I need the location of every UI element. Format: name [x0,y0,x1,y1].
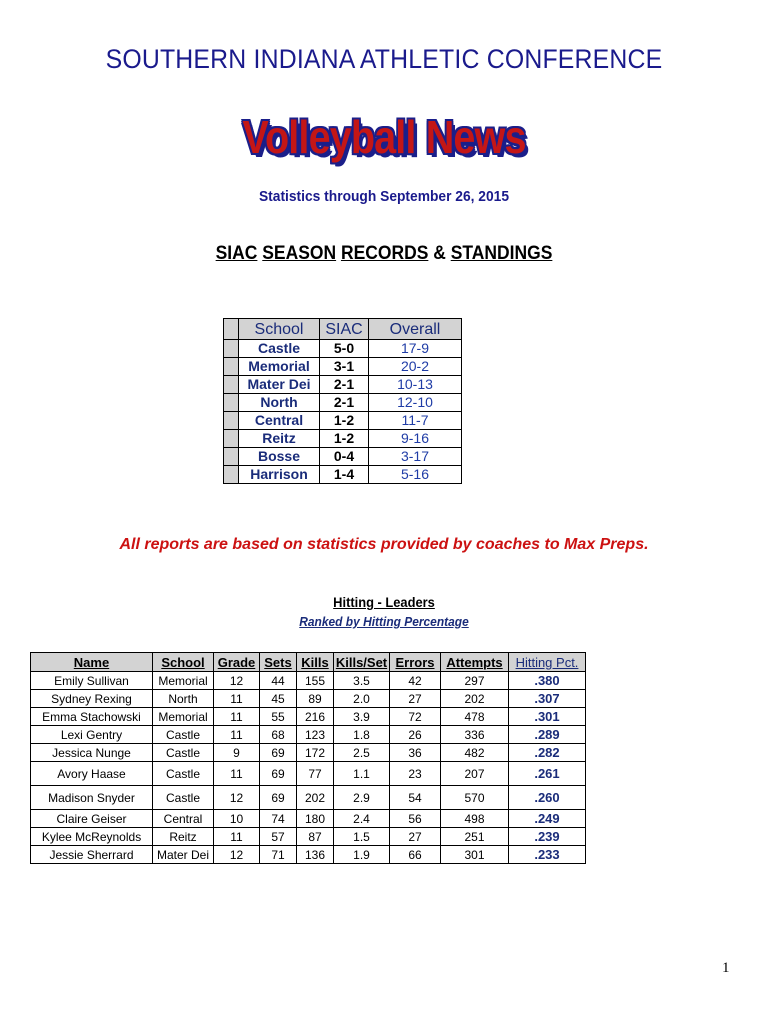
hitting-cell-hitting-pct: .239 [509,828,586,846]
hitting-cell-kills-per-set: 1.8 [334,726,390,744]
hitting-cell-name: Jessie Sherrard [31,846,153,864]
hitting-cell-hitting-pct: .289 [509,726,586,744]
hitting-cell-attempts: 251 [441,828,509,846]
hitting-cell-name: Claire Geiser [31,810,153,828]
standings-cell-siac: 2-1 [320,394,369,412]
standings-col-overall: Overall [369,319,462,340]
standings-cell-siac: 1-4 [320,466,369,484]
standings-cell-siac: 2-1 [320,376,369,394]
standings-stub-cell [224,394,239,412]
hitting-cell-name: Emma Stachowski [31,708,153,726]
hitting-cell-sets: 74 [260,810,297,828]
hitting-cell-school: Castle [153,726,214,744]
hitting-cell-hitting-pct: .260 [509,786,586,810]
hitting-col-errors: Errors [390,653,441,672]
standings-cell-school: Memorial [239,358,320,376]
hitting-cell-grade: 11 [214,708,260,726]
hitting-cell-grade: 12 [214,786,260,810]
hitting-cell-name: Jessica Nunge [31,744,153,762]
standings-row [224,358,462,376]
standings-stub-cell [224,412,239,430]
hitting-cell-school: Reitz [153,828,214,846]
table-row [31,762,586,786]
hitting-cell-errors: 72 [390,708,441,726]
standings-cell-siac: 0-4 [320,448,369,466]
standings-stub-cell [224,376,239,394]
hitting-cell-kills-per-set: 2.4 [334,810,390,828]
hitting-cell-grade: 12 [214,846,260,864]
hitting-col-attempts: Attempts [441,653,509,672]
table-row [31,828,586,846]
hitting-cell-attempts: 570 [441,786,509,810]
standings-cell-overall: 5-16 [369,466,462,484]
hitting-cell-kills: 216 [297,708,334,726]
standings-stub-cell [224,466,239,484]
standings-stub-cell [224,430,239,448]
hitting-cell-errors: 54 [390,786,441,810]
standings-cell-overall: 10-13 [369,376,462,394]
standings-row [224,448,462,466]
hitting-cell-kills: 155 [297,672,334,690]
data-source-disclaimer: All reports are based on statistics provided by coaches to Max Preps. [119,536,649,553]
heading-word-records: RECORDS [340,243,429,264]
standings-cell-overall: 3-17 [369,448,462,466]
hitting-col-name: Name [31,653,153,672]
hitting-cell-school: Memorial [153,672,214,690]
hitting-header-row [31,653,586,672]
standings-row [224,430,462,448]
table-row [31,744,586,762]
hitting-cell-school: Central [153,810,214,828]
table-row [31,846,586,864]
hitting-col-school: School [153,653,214,672]
standings-table [223,318,462,484]
hitting-cell-kills-per-set: 3.9 [334,708,390,726]
standings-cell-school: North [239,394,320,412]
hitting-cell-attempts: 482 [441,744,509,762]
standings-cell-overall: 9-16 [369,430,462,448]
hitting-cell-name: Emily Sullivan [31,672,153,690]
standings-cell-school: Bosse [239,448,320,466]
hitting-cell-errors: 42 [390,672,441,690]
standings-header-row [224,319,462,340]
hitting-cell-grade: 12 [214,672,260,690]
standings-cell-siac: 3-1 [320,358,369,376]
hitting-cell-attempts: 336 [441,726,509,744]
hitting-col-hitting-pct: Hitting Pct. [509,653,586,672]
hitting-cell-kills: 202 [297,786,334,810]
hitting-cell-attempts: 478 [441,708,509,726]
hitting-cell-grade: 11 [214,726,260,744]
hitting-cell-kills-per-set: 1.1 [334,762,390,786]
hitting-cell-grade: 11 [214,828,260,846]
hitting-cell-kills-per-set: 2.5 [334,744,390,762]
heading-ampersand: & [433,243,446,264]
hitting-col-grade: Grade [214,653,260,672]
hitting-cell-sets: 45 [260,690,297,708]
hitting-cell-grade: 11 [214,690,260,708]
hitting-cell-name: Lexi Gentry [31,726,153,744]
standings-stub-cell [224,319,239,340]
hitting-cell-kills: 123 [297,726,334,744]
hitting-cell-errors: 27 [390,828,441,846]
hitting-col-sets: Sets [260,653,297,672]
table-row [31,786,586,810]
hitting-cell-hitting-pct: .249 [509,810,586,828]
standings-cell-siac: 5-0 [320,340,369,358]
hitting-cell-errors: 23 [390,762,441,786]
hitting-cell-kills-per-set: 2.9 [334,786,390,810]
hitting-cell-errors: 36 [390,744,441,762]
hitting-cell-errors: 26 [390,726,441,744]
hitting-body [31,672,586,864]
standings-body [224,340,462,484]
table-row [31,726,586,744]
hitting-cell-sets: 69 [260,762,297,786]
hitting-cell-attempts: 207 [441,762,509,786]
hitting-cell-errors: 66 [390,846,441,864]
hitting-cell-kills: 136 [297,846,334,864]
hitting-cell-sets: 44 [260,672,297,690]
standings-row [224,376,462,394]
hitting-cell-sets: 69 [260,744,297,762]
standings-cell-siac: 1-2 [320,412,369,430]
hitting-col-kills-per-set: Kills/Set [334,653,390,672]
standings-cell-school: Reitz [239,430,320,448]
hitting-cell-sets: 57 [260,828,297,846]
standings-cell-siac: 1-2 [320,430,369,448]
hitting-cell-kills: 87 [297,828,334,846]
hitting-cell-kills: 89 [297,690,334,708]
hitting-cell-school: Castle [153,786,214,810]
heading-word-siac: SIAC [215,243,258,264]
hitting-cell-hitting-pct: .307 [509,690,586,708]
standings-cell-school: Central [239,412,320,430]
standings-stub-cell [224,340,239,358]
hitting-cell-hitting-pct: .282 [509,744,586,762]
stats-date-line: Statistics through September 26, 2015 [258,188,510,205]
hitting-cell-name: Kylee McReynolds [31,828,153,846]
hitting-cell-sets: 68 [260,726,297,744]
hitting-col-kills: Kills [297,653,334,672]
newsletter-title: Volleyball News [242,111,526,163]
standings-cell-overall: 12-10 [369,394,462,412]
standings-row [224,466,462,484]
hitting-cell-errors: 56 [390,810,441,828]
hitting-cell-attempts: 301 [441,846,509,864]
hitting-cell-sets: 55 [260,708,297,726]
standings-heading [31,243,738,265]
standings-stub-cell [224,358,239,376]
standings-cell-overall: 11-7 [369,412,462,430]
hitting-cell-kills-per-set: 1.5 [334,828,390,846]
hitting-cell-attempts: 202 [441,690,509,708]
hitting-leaders-title: Hitting - Leaders [333,594,435,610]
standings-stub-cell [224,448,239,466]
hitting-cell-kills: 180 [297,810,334,828]
conference-title: SOUTHERN INDIANA ATHLETIC CONFERENCE [105,44,663,74]
standings-cell-school: Harrison [239,466,320,484]
standings-col-school: School [239,319,320,340]
hitting-cell-school: Castle [153,744,214,762]
hitting-leaders-subtitle: Ranked by Hitting Percentage [299,614,469,629]
standings-row [224,412,462,430]
hitting-cell-attempts: 498 [441,810,509,828]
hitting-cell-kills-per-set: 2.0 [334,690,390,708]
hitting-leaders-table [30,652,586,864]
table-row [31,690,586,708]
standings-cell-overall: 17-9 [369,340,462,358]
hitting-cell-hitting-pct: .380 [509,672,586,690]
hitting-cell-hitting-pct: .233 [509,846,586,864]
hitting-cell-kills-per-set: 1.9 [334,846,390,864]
standings-col-siac: SIAC [320,319,369,340]
standings-cell-school: Castle [239,340,320,358]
heading-word-season: SEASON [262,243,337,264]
hitting-cell-grade: 11 [214,762,260,786]
table-row [31,708,586,726]
hitting-cell-sets: 69 [260,786,297,810]
heading-word-standings: STANDINGS [450,243,553,264]
table-row [31,810,586,828]
table-row [31,672,586,690]
hitting-cell-errors: 27 [390,690,441,708]
hitting-cell-kills-per-set: 3.5 [334,672,390,690]
hitting-cell-attempts: 297 [441,672,509,690]
standings-row [224,340,462,358]
standings-row [224,394,462,412]
hitting-cell-hitting-pct: .261 [509,762,586,786]
hitting-cell-name: Madison Snyder [31,786,153,810]
hitting-cell-school: Mater Dei [153,846,214,864]
hitting-cell-school: North [153,690,214,708]
hitting-cell-name: Avory Haase [31,762,153,786]
hitting-cell-grade: 10 [214,810,260,828]
hitting-cell-hitting-pct: .301 [509,708,586,726]
standings-cell-school: Mater Dei [239,376,320,394]
standings-cell-overall: 20-2 [369,358,462,376]
hitting-cell-name: Sydney Rexing [31,690,153,708]
hitting-cell-kills: 77 [297,762,334,786]
hitting-cell-school: Memorial [153,708,214,726]
hitting-cell-school: Castle [153,762,214,786]
hitting-cell-sets: 71 [260,846,297,864]
hitting-cell-grade: 9 [214,744,260,762]
hitting-cell-kills: 172 [297,744,334,762]
page-number: 1 [722,960,730,976]
